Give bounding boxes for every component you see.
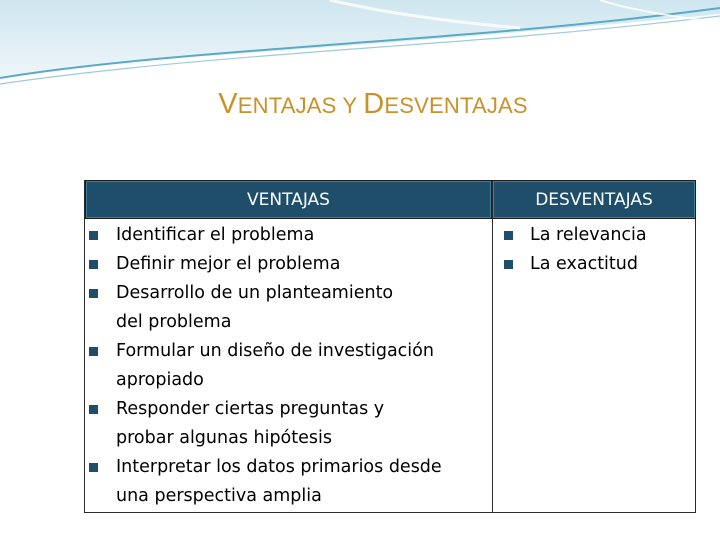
- list-item: [499, 250, 689, 279]
- list-item: [85, 453, 485, 511]
- title-part-2: ESVENTAJAS: [384, 93, 528, 118]
- list-item: [85, 279, 485, 337]
- title-initial-v: V: [218, 88, 238, 120]
- list-item: [85, 395, 485, 453]
- list-item: [499, 221, 689, 250]
- square-bullet-icon: [89, 463, 98, 472]
- list-item: [85, 250, 485, 279]
- header-ventajas: VENTAJAS: [85, 180, 492, 219]
- ventaja-text: Identificar el problema: [116, 225, 315, 245]
- title-part-1: ENTAJAS Y: [237, 93, 364, 118]
- desventaja-text: La exactitud: [530, 254, 638, 274]
- square-bullet-icon: [504, 260, 513, 269]
- ventaja-text: Desarrollo de un planteamiento del problema: [116, 283, 394, 332]
- desventaja-text: La relevancia: [530, 225, 647, 245]
- column-divider: [492, 180, 493, 512]
- header-desventajas: DESVENTAJAS: [492, 180, 696, 219]
- ventajas-list: [85, 221, 485, 511]
- ventaja-text: Definir mejor el problema: [116, 254, 341, 274]
- ventaja-text: Responder ciertas preguntas y probar algunas hipótesis: [116, 399, 385, 448]
- comparison-table: [84, 180, 696, 513]
- desventajas-list: [499, 221, 689, 279]
- square-bullet-icon: [89, 231, 98, 240]
- square-bullet-icon: [89, 405, 98, 414]
- square-bullet-icon: [89, 260, 98, 269]
- title-initial-d: D: [363, 88, 385, 120]
- ventaja-text: Formular un diseño de investigación apropiado: [116, 341, 434, 390]
- list-item: [85, 337, 485, 395]
- square-bullet-icon: [504, 231, 513, 240]
- decorative-swoosh-band: [0, 0, 720, 90]
- square-bullet-icon: [89, 347, 98, 356]
- ventaja-text: Interpretar los datos primarios desde una perspectiva amplia: [116, 457, 442, 506]
- slide-title: [0, 84, 720, 121]
- square-bullet-icon: [89, 289, 98, 298]
- list-item: [85, 221, 485, 250]
